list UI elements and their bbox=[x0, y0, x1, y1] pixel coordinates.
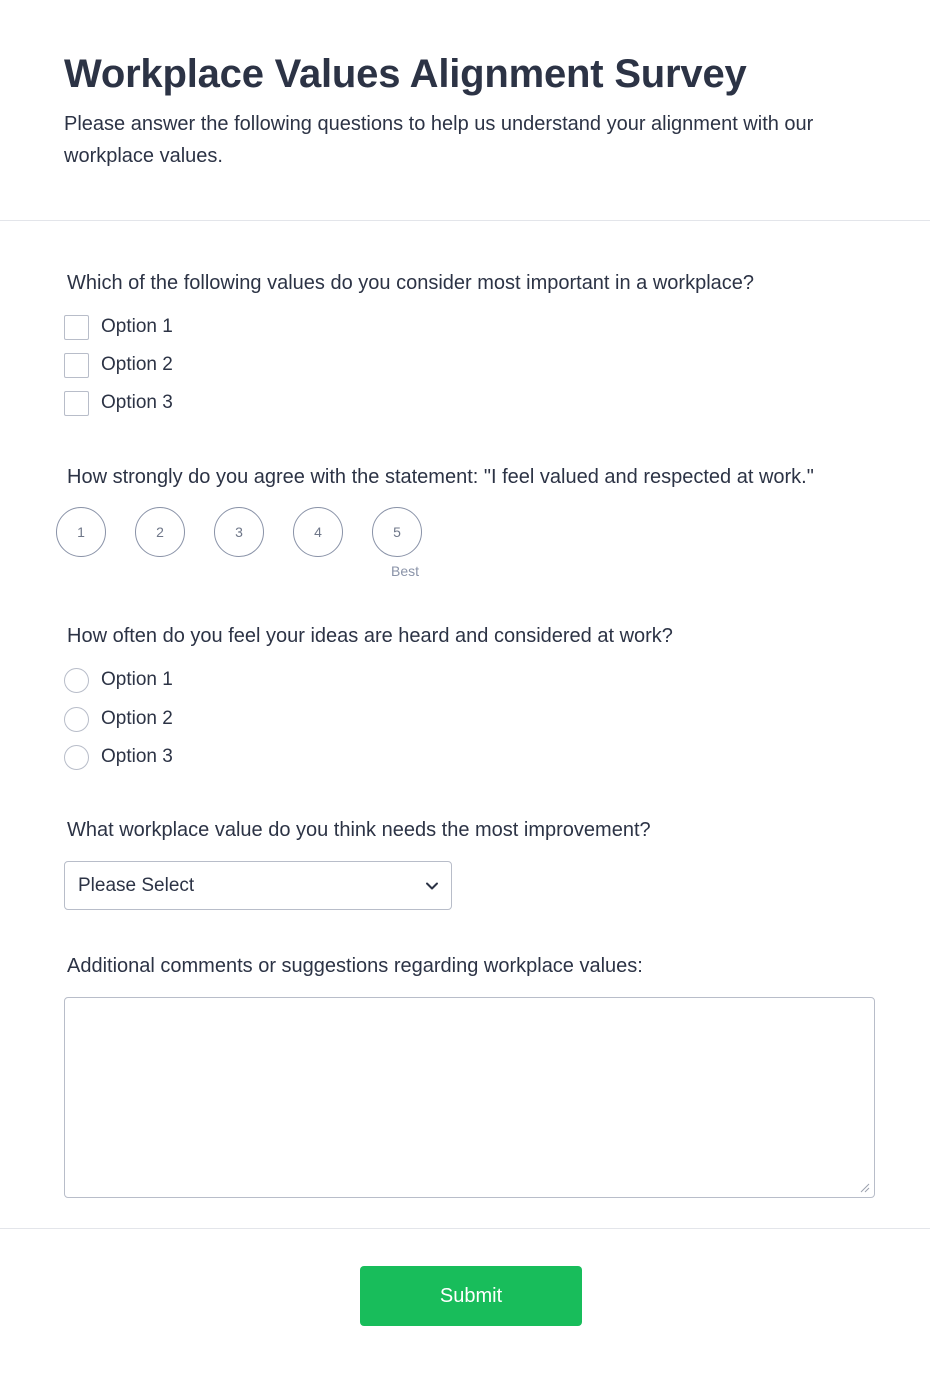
q1-option-2-checkbox[interactable] bbox=[64, 353, 89, 378]
q3-option-2-radio[interactable] bbox=[64, 707, 89, 732]
scale-option-3[interactable]: 3 bbox=[214, 507, 264, 557]
chevron-down-icon bbox=[425, 879, 439, 893]
q1-option-2[interactable] bbox=[64, 352, 173, 378]
q1-option-3[interactable] bbox=[64, 390, 173, 416]
scale-option-5[interactable]: 5 bbox=[372, 507, 422, 557]
q1-option-1-label: Option 1 bbox=[101, 316, 173, 337]
q3-option-1[interactable] bbox=[64, 667, 173, 693]
scale-option-1[interactable]: 1 bbox=[56, 507, 106, 557]
q3-option-3-radio[interactable] bbox=[64, 745, 89, 770]
submit-button[interactable]: Submit bbox=[360, 1266, 582, 1326]
question-2-label: How strongly do you agree with the statement: "I feel valued and respected at work." bbox=[67, 466, 814, 488]
scale-option-2[interactable]: 2 bbox=[135, 507, 185, 557]
q1-option-1-checkbox[interactable] bbox=[64, 315, 89, 340]
comments-textarea[interactable] bbox=[64, 997, 875, 1198]
dropdown-selected-value: Please Select bbox=[78, 874, 195, 896]
q1-option-3-checkbox[interactable] bbox=[64, 391, 89, 416]
question-3-label: How often do you feel your ideas are heard and considered at work? bbox=[67, 625, 673, 647]
question-4-label: What workplace value do you think needs the most improvement? bbox=[67, 819, 651, 841]
question-1-label: Which of the following values do you consider most important in a workplace? bbox=[67, 272, 755, 294]
scale-best-caption: Best bbox=[391, 563, 420, 579]
question-5-label: Additional comments or suggestions regarding workplace values: bbox=[67, 955, 643, 977]
page-subtitle: Please answer the following questions to help us understand your alignment with our workplace values. bbox=[64, 113, 814, 167]
q3-option-1-radio[interactable] bbox=[64, 668, 89, 693]
q1-option-3-label: Option 3 bbox=[101, 392, 173, 413]
q3-option-3-label: Option 3 bbox=[101, 746, 173, 767]
footer-divider bbox=[0, 1228, 930, 1229]
q3-option-2[interactable] bbox=[64, 706, 173, 732]
q3-option-2-label: Option 2 bbox=[101, 708, 173, 729]
scale-option-4[interactable]: 4 bbox=[293, 507, 343, 557]
q1-option-2-label: Option 2 bbox=[101, 354, 173, 375]
q3-option-1-label: Option 1 bbox=[101, 669, 173, 690]
q1-option-1[interactable] bbox=[64, 314, 173, 340]
improvement-dropdown[interactable] bbox=[64, 861, 452, 910]
resize-grip-icon[interactable] bbox=[858, 1181, 870, 1193]
q3-option-3[interactable] bbox=[64, 744, 173, 770]
form-header bbox=[0, 0, 930, 221]
page-title: Workplace Values Alignment Survey bbox=[64, 52, 747, 96]
